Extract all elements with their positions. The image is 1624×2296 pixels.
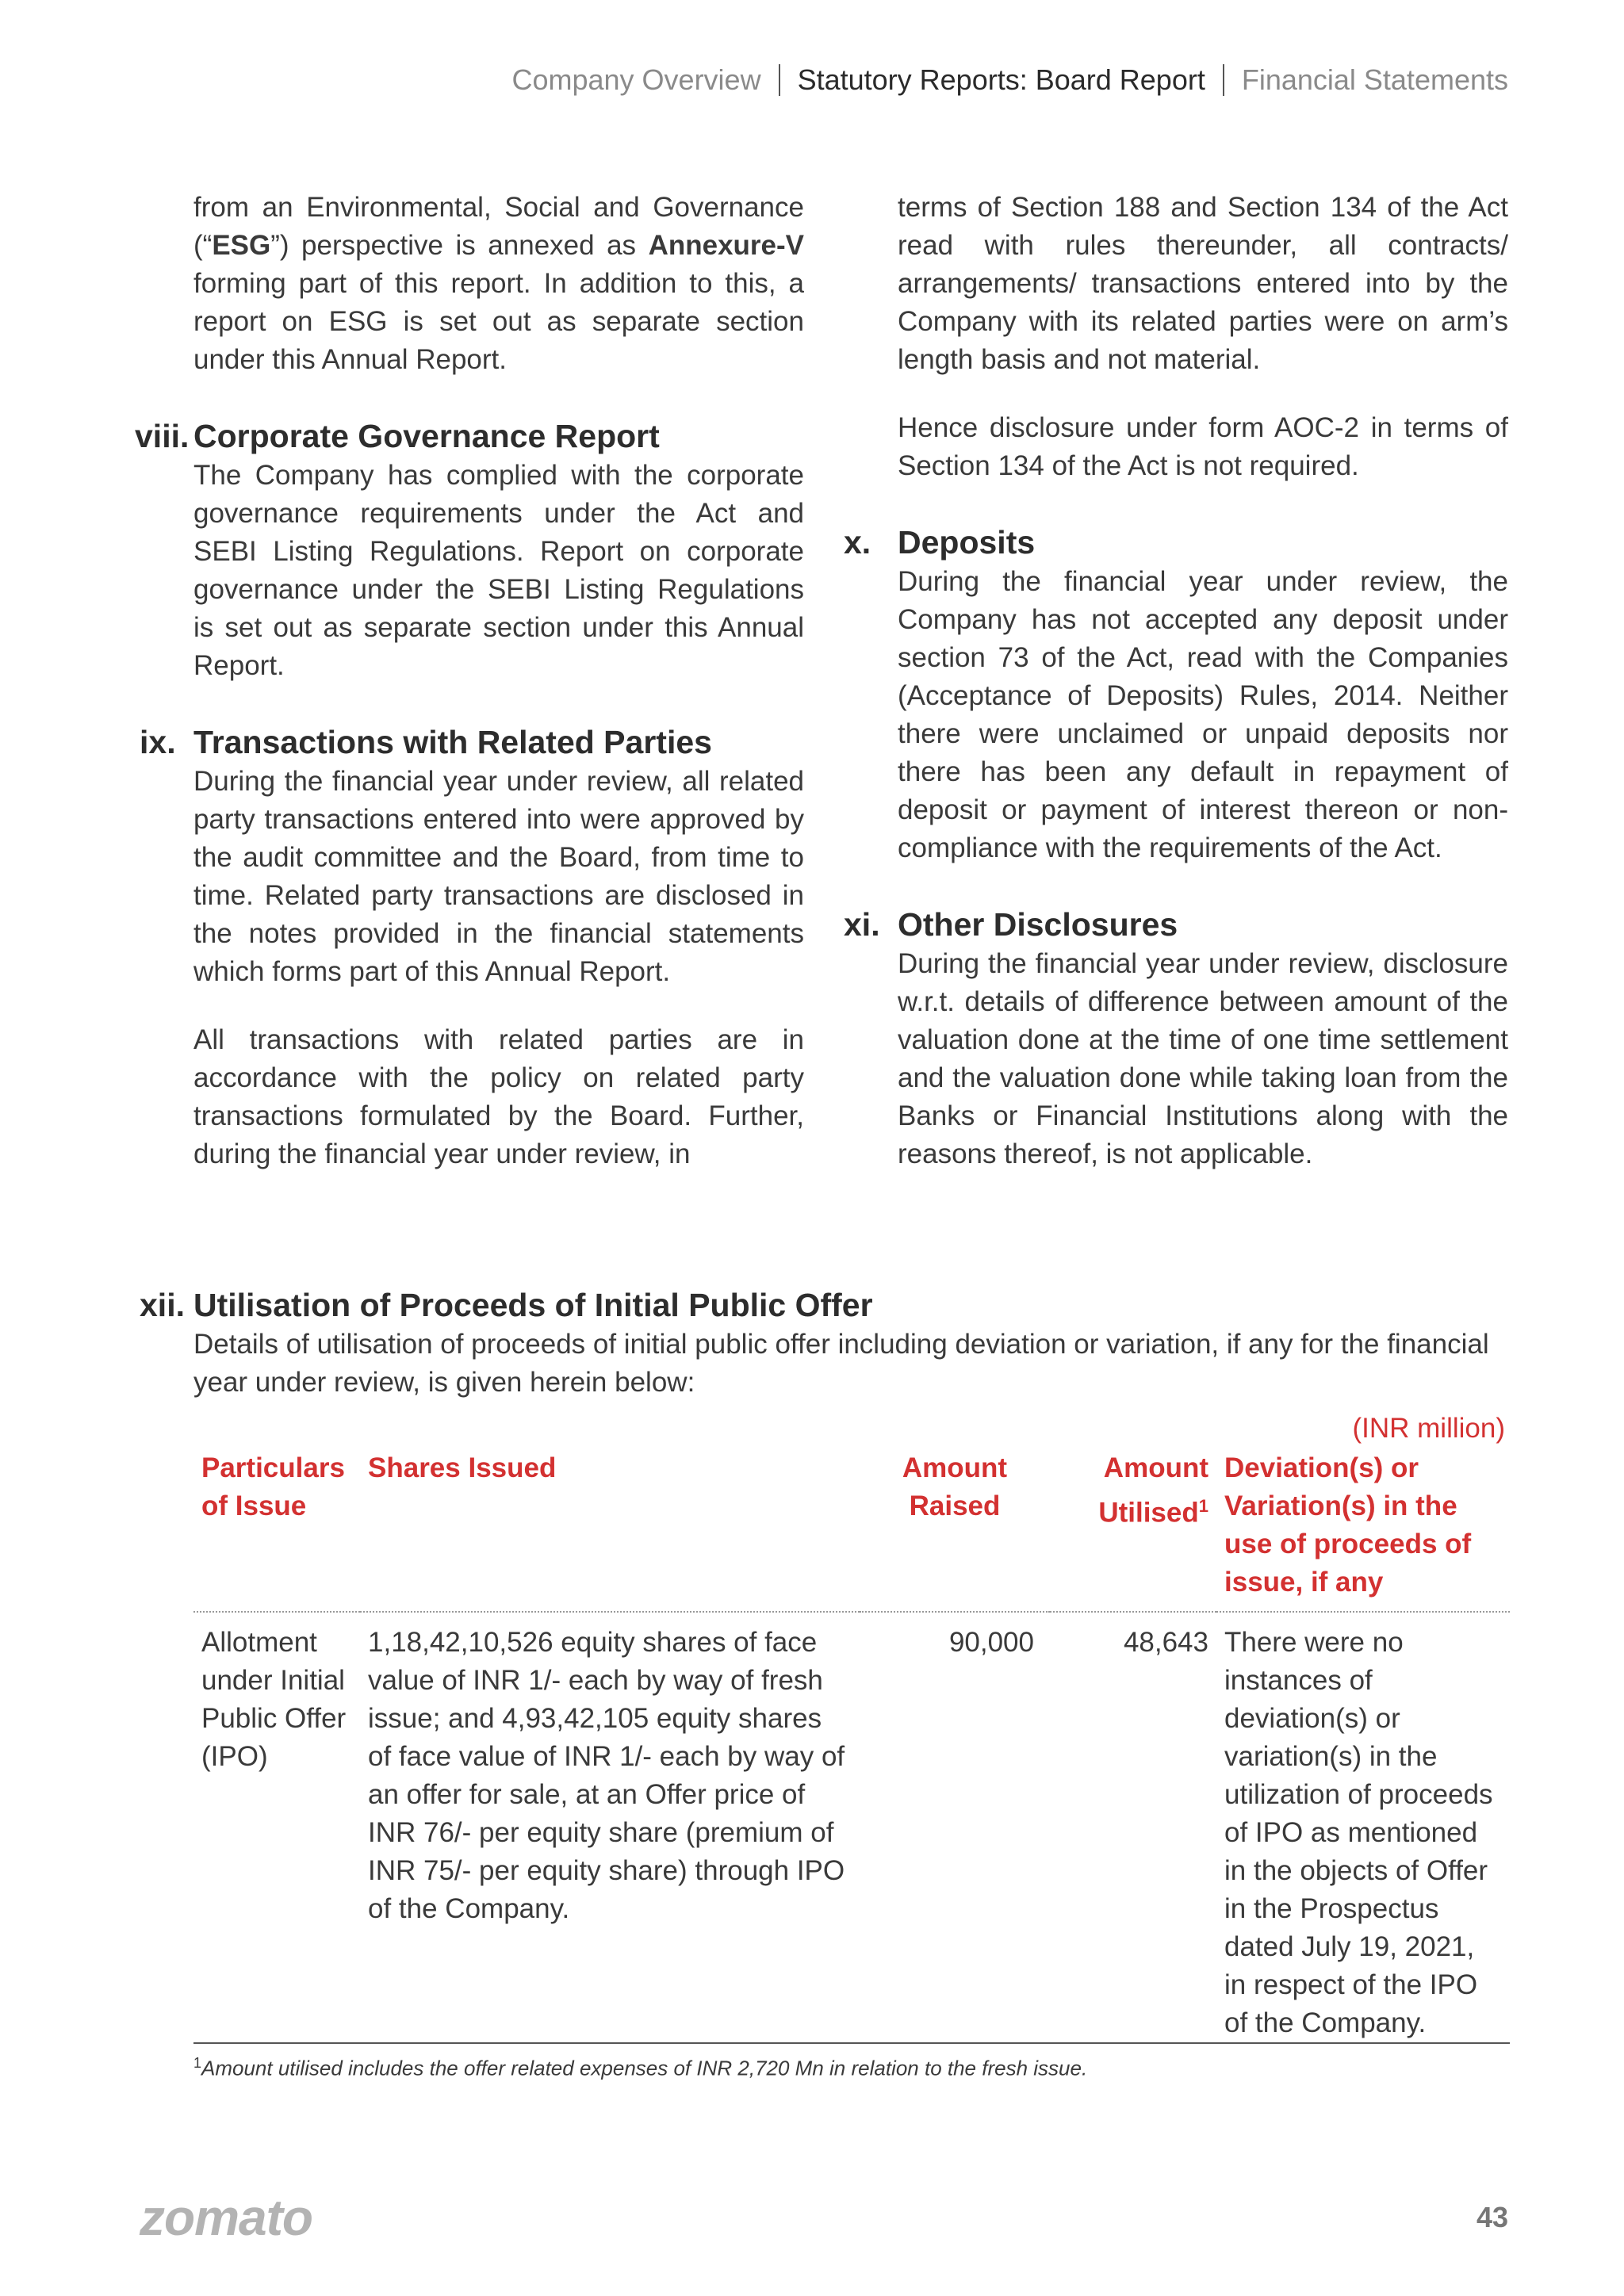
ipo-utilisation-table [193,1449,1510,2044]
section-title: Transactions with Related Parties [193,724,712,760]
col-header-deviation: Deviation(s) or Variation(s) in the use of proceeds of issue, if any [1216,1449,1510,1612]
section-intro: Details of utilisation of proceeds of initial public offer including deviation or variation, if any for the financial year under review, is given herein below: [193,1329,1489,1398]
section-ix [140,721,804,1173]
section-body: During the financial year under review, the Company has not accepted any deposit under section 73 of the Act, read with the Companies (Acceptance of Deposits) Rules, 2014. Neither there were unclaimed or unpaid deposits nor there has been any default in repayment of deposit or payment of interest thereon or non-compliance with the requirements of the Act. [898,566,1508,863]
section-viii [135,415,804,685]
section-body: During the financial year under review, disclosure w.r.t. details of difference between amount of the valuation done at the time of one time settlement and the valuation done while taking loan from the Banks or Financial Institutions along with the reasons thereof, is not applicable. [898,948,1508,1169]
section-x [844,522,1508,867]
cell-amount-utilised: 48,643 [1123,1627,1208,1658]
aoc-paragraph: Hence disclosure under form AOC-2 in terms of Section 134 of the Act is not required. [898,412,1508,481]
table-footnote [193,2055,1510,2081]
section-number: xii. [140,1287,185,1323]
header-divider [1223,64,1224,96]
section-body: The Company has complied with the corporate governance requirements under the Act and SEBI Listing Regulations. Report on corporate governance under the SEBI Listing Regulations is set out as separate section under this Annual Report. [193,460,804,681]
col-header-shares-issued: Shares Issued [360,1449,860,1612]
section-title: Utilisation of Proceeds of Initial Public Offer [193,1287,873,1323]
esg-text-3: forming part of this report. In addition to this, a report on ESG is set out as separate section under this Annual Report. [193,268,804,375]
section-title: Corporate Governance Report [193,418,660,454]
amount-utilised-label: Amount Utilised [1098,1452,1208,1529]
section-body: All transactions with related parties are in accordance with the policy on related party transactions formulated by the Board. Further, during the financial year under review, in [193,1024,804,1169]
footnote-marker: 1 [193,2055,202,2071]
related-party-continuation: terms of Section 188 and Section 134 of the Act read with rules thereunder, all contracts/ arrangements/ transactions entered into by the Company with its related parties were on arm’s length basis and not material. [898,192,1508,375]
annexure-ref: Annexure-V [648,230,804,261]
section-number: xi. [844,906,880,943]
cell-shares-issued: 1,18,42,10,526 equity shares of face value of INR 1/- each by way of fresh issue; and 4,93,42,105 equity shares of face value of INR 1/- each by way of an offer for sale, at an Offer price of INR 76/- per equity share (premium of INR 75/- per equity share) through IPO of the Company. [368,1627,845,1924]
unit-label: (INR million) [1352,1413,1505,1444]
page-number: 43 [1476,2201,1508,2233]
table-header-row [193,1449,1510,1612]
cell-amount-raised: 90,000 [948,1627,1034,1658]
header-company-overview[interactable]: Company Overview [511,63,761,96]
section-title: Other Disclosures [898,906,1178,943]
esg-paragraph [193,189,804,379]
section-xii [140,1284,1510,2081]
header-divider [779,64,780,96]
section-title: Deposits [898,524,1036,561]
section-number: x. [844,524,871,561]
col-header-amount-utilised [1050,1449,1216,1612]
section-body: During the financial year under review, all related party transactions entered into were approved by the audit committee and the Board, from time to time. Related party transactions are disclosed in the notes provided in the financial statements which forms part of this Annual Report. [193,766,804,987]
cell-particulars: Allotment under Initial Public Offer (IPO) [201,1627,347,1772]
esg-term: ESG [212,230,271,261]
right-column [844,189,1508,1173]
zomato-logo: zomato [140,2189,312,2246]
footnote-text: Amount utilised includes the offer related expenses of INR 2,720 Mn in relation to the fresh issue. [201,2056,1088,2080]
left-column [135,189,804,1173]
col-header-particulars: Particulars of Issue [193,1449,360,1612]
footnote-marker: 1 [1198,1496,1208,1516]
section-xi [844,904,1508,1173]
header-financial-statements[interactable]: Financial Statements [1241,63,1508,96]
cell-deviation: There were no instances of deviation(s) or variation(s) in the utilization of proceeds of IPO as mentioned in the objects of Offer in the Prospectus dated July 19, 2021, in respect of the IPO of the Company. [1224,1627,1493,2038]
header-statutory-reports[interactable]: Statutory Reports: Board Report [797,63,1205,96]
section-number: viii. [135,418,190,454]
esg-text-1: from an Environmental, Social and Governance (“ [193,192,804,261]
esg-text-2: ”) perspective is annexed as [270,230,649,261]
table-row [193,1612,1510,2043]
col-header-amount-raised: Amount Raised [860,1449,1050,1612]
running-header [511,63,1508,97]
section-number: ix. [140,724,176,760]
